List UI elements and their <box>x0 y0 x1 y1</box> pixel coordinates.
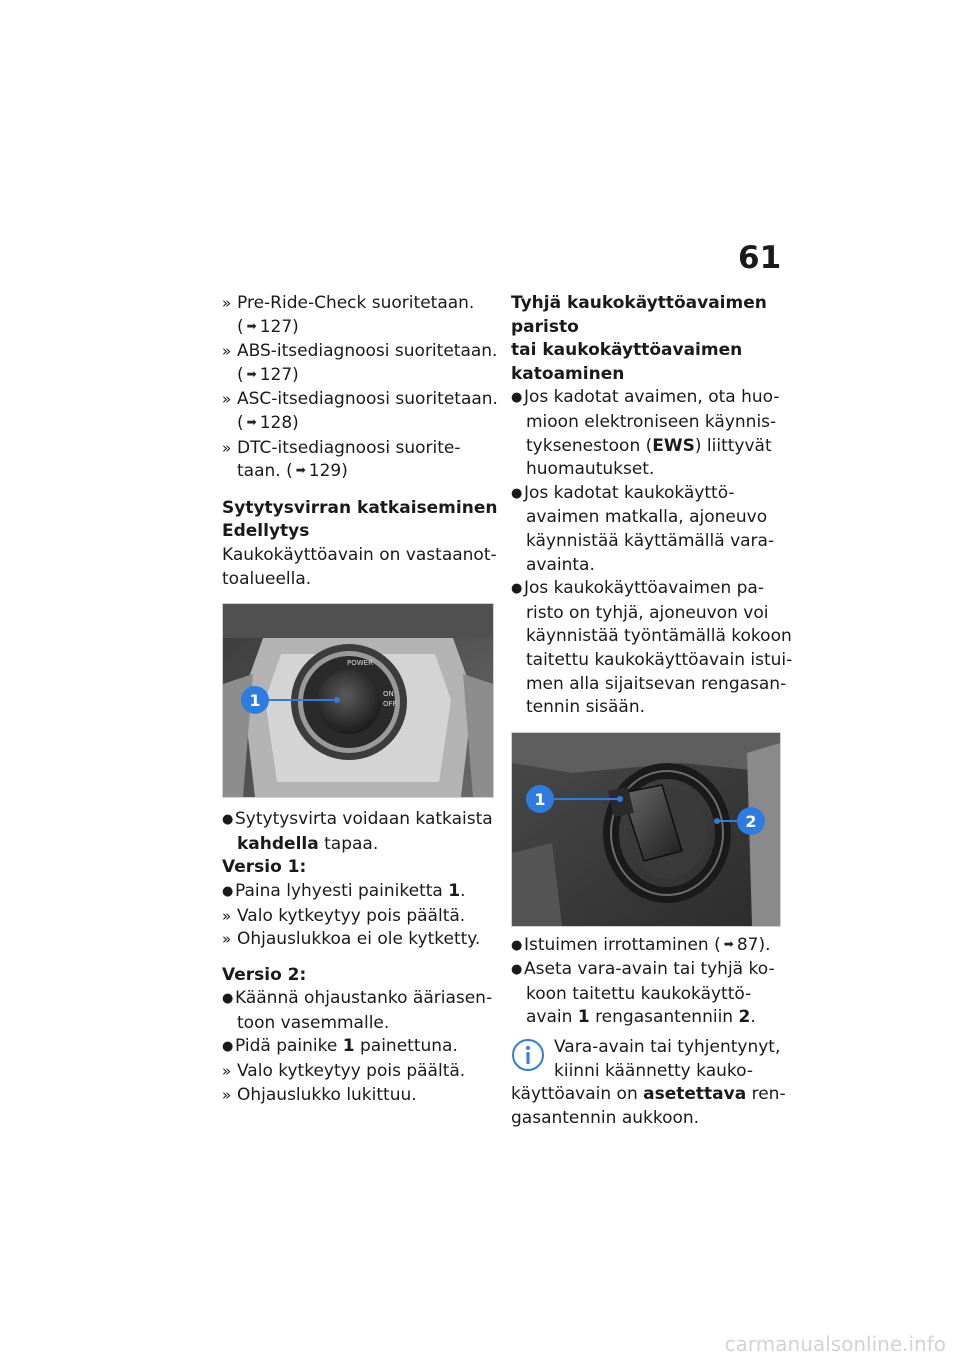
result-marker: » <box>222 390 232 409</box>
callout-1-label: 1 <box>534 789 546 809</box>
bullet-item-cont: käynnistää käyttämällä vara- <box>526 530 775 551</box>
result-marker: » <box>222 294 232 312</box>
subheading-precondition: Edellytys <box>222 521 310 542</box>
bullet-text: ) liittyvät <box>694 435 772 456</box>
antenna-number: 2 <box>738 1007 751 1028</box>
bullet-text: Jos kadotat avaimen, ota huo- <box>524 387 780 408</box>
result-marker: » <box>222 1085 232 1104</box>
bullet-item <box>511 934 783 959</box>
section-heading: Sytytysvirran katkaiseminen <box>222 497 498 518</box>
emphasis-text: asetettava <box>643 1084 747 1105</box>
ring-antenna-illustration <box>512 733 780 926</box>
bullet-item <box>222 808 496 833</box>
result-text: Valo kytkeytyy pois päältä. <box>237 905 466 926</box>
punctuation: . <box>460 880 466 901</box>
bullet-item-cont: huomautukset. <box>526 459 655 480</box>
note-text-part: ren- <box>751 1084 786 1105</box>
callout-2-label: 2 <box>745 811 757 831</box>
bullet-icon: ● <box>222 883 234 899</box>
bullet-item-cont <box>511 1006 783 1030</box>
bullet-item-cont: tennin sisään. <box>526 697 646 718</box>
bullet-item <box>511 386 783 411</box>
note-text: kiinni käännetty kauko- <box>554 1060 753 1081</box>
punctuation: . <box>750 1007 756 1028</box>
info-icon <box>511 1038 545 1072</box>
abs-diagnosis-text: ABS-itsediagnoosi suoritetaan. <box>237 341 498 362</box>
bullet-icon: ● <box>511 485 523 501</box>
bullet-icon: ● <box>511 390 523 406</box>
bullet-item-cont: risto on tyhjä, ajoneuvon voi <box>526 602 769 623</box>
emphasis-text: kahdella <box>237 833 319 854</box>
asc-diagnosis-text: ASC-itsediagnoosi suoritetaan. <box>237 389 498 410</box>
bullet-item-cont: taitettu kaukokäyttöavain istui- <box>526 649 793 670</box>
section-heading: paristo <box>511 316 579 337</box>
result-marker: » <box>222 906 232 925</box>
result-line <box>222 388 496 412</box>
dtc-line-2: taan. ( ➡ 129) <box>237 461 348 482</box>
result-line <box>222 1060 496 1084</box>
page-ref-number[interactable]: 128) <box>259 412 299 433</box>
off-label: OFF <box>383 700 397 709</box>
bullet-icon: ● <box>511 581 523 597</box>
page-ref[interactable]: ( ➡ 127) <box>237 364 299 385</box>
result-line <box>222 1084 496 1108</box>
bullet-text: Paina lyhyesti painiketta <box>235 880 443 901</box>
bullet-item <box>511 482 783 507</box>
bullet-text: painettuna. <box>360 1036 458 1057</box>
result-line <box>222 340 496 364</box>
bullet-item <box>222 880 496 905</box>
bullet-text: Käännä ohjaustanko ääriasen- <box>235 988 493 1009</box>
on-label: ON <box>383 690 394 699</box>
callout-1-label: 1 <box>249 691 261 711</box>
result-marker: » <box>222 342 232 361</box>
ews-label: EWS <box>652 435 695 456</box>
bullet-item <box>511 577 783 602</box>
ignition-button-illustration <box>223 604 493 797</box>
precondition-text: toalueella. <box>222 568 312 589</box>
bullet-item-cont: men alla sijaitsevan rengasan- <box>526 673 787 694</box>
result-line <box>222 928 496 952</box>
arrow-right-icon: ➡ <box>295 463 306 478</box>
bullet-icon: ● <box>222 1039 234 1055</box>
result-text: Valo kytkeytyy pois päältä. <box>237 1061 466 1082</box>
left-column <box>222 292 496 1107</box>
bullet-text: Jos kaukokäyttöavaimen pa- <box>524 578 764 599</box>
bullet-item-cont: avainta. <box>526 554 595 575</box>
bullet-item <box>511 958 783 983</box>
ignition-button-figure <box>222 603 494 798</box>
bullet-icon: ● <box>222 812 234 828</box>
result-marker: » <box>222 438 232 457</box>
ring-antenna-figure <box>511 732 781 927</box>
page-ref-number[interactable]: 127) <box>259 364 299 385</box>
arrow-right-icon: ➡ <box>246 414 257 429</box>
bullet-icon: ● <box>222 991 234 1007</box>
page-ref-number[interactable]: 127) <box>259 316 299 337</box>
bullet-item <box>222 987 496 1012</box>
note-text <box>511 1083 786 1107</box>
bullet-item-cont <box>222 833 496 857</box>
bullet-text: Istuimen irrottaminen ( <box>524 934 721 955</box>
bullet-text: avain <box>526 1007 573 1028</box>
page-ref-number[interactable]: 129) <box>308 461 348 482</box>
bullet-item <box>222 1035 496 1060</box>
bullet-text: Pidä painike <box>235 1036 338 1057</box>
bullet-item-cont: avaimen matkalla, ajoneuvo <box>526 507 768 528</box>
section-heading: katoaminen <box>511 363 625 384</box>
bullet-item-cont <box>511 435 783 459</box>
result-marker: » <box>222 1062 232 1081</box>
arrow-right-icon: ➡ <box>246 366 257 381</box>
precondition-text: Kaukokäyttöavain on vastaanot- <box>222 544 497 565</box>
bullet-item-cont: käynnistää työntämällä kokoon <box>526 626 792 647</box>
result-text: Ohjauslukko lukittuu. <box>237 1084 417 1105</box>
bullet-icon: ● <box>511 962 523 978</box>
page-ref[interactable]: ( ➡ 127) <box>237 316 299 337</box>
power-label: POWER <box>347 659 373 668</box>
pre-ride-check-text: Pre-Ride-Check suoritetaan. <box>237 293 475 313</box>
bullet-text: Sytytysvirta voidaan katkaista <box>235 809 493 830</box>
button-number: 1 <box>342 1036 355 1057</box>
section-heading: tai kaukokäyttöavaimen <box>511 340 743 361</box>
arrow-right-icon: ➡ <box>723 936 734 951</box>
arrow-right-icon: ➡ <box>246 318 257 333</box>
bullet-text: tyksenestoon ( <box>526 435 653 456</box>
note-text-part: käyttöavain on <box>511 1084 638 1105</box>
page-ref-number[interactable]: 87). <box>736 934 771 955</box>
note-text: Vara-avain tai tyhjentynyt, <box>554 1037 781 1058</box>
version-2-heading: Versio 2: <box>222 964 307 985</box>
result-marker: » <box>222 930 232 949</box>
page-ref[interactable]: ( ➡ 128) <box>237 412 299 433</box>
bullet-icon: ● <box>511 937 523 953</box>
watermark-brand: carmanualsonline.info <box>724 1332 946 1356</box>
section-heading: Tyhjä kaukokäyttöavaimen <box>511 293 767 313</box>
version-1-heading: Versio 1: <box>222 857 307 878</box>
button-number: 1 <box>448 880 461 901</box>
info-note <box>511 1036 786 1130</box>
note-text: gasantennin aukkoon. <box>511 1107 700 1128</box>
right-column <box>511 292 793 1130</box>
key-number: 1 <box>577 1007 590 1028</box>
result-line <box>222 292 496 316</box>
bullet-text: rengasantenniin <box>595 1007 734 1028</box>
bullet-item-cont: mioon elektroniseen käynnis- <box>526 411 777 432</box>
bullet-text: Aseta vara-avain tai tyhjä ko- <box>524 959 775 980</box>
dtc-diagnosis-text-cont: taan. <box>237 461 281 482</box>
page-number: 61 <box>738 240 782 276</box>
bullet-text: tapaa. <box>324 833 379 854</box>
result-line <box>222 437 496 461</box>
bullet-item-cont: koon taitettu kaukokäyttö- <box>526 983 752 1004</box>
bullet-item-cont: toon vasemmalle. <box>237 1012 390 1033</box>
result-line <box>222 905 496 929</box>
bullet-text: Jos kadotat kaukokäyttö- <box>524 482 735 503</box>
dtc-diagnosis-text: DTC-itsediagnoosi suorite- <box>237 437 461 458</box>
result-text: Ohjauslukkoa ei ole kytketty. <box>237 929 481 950</box>
